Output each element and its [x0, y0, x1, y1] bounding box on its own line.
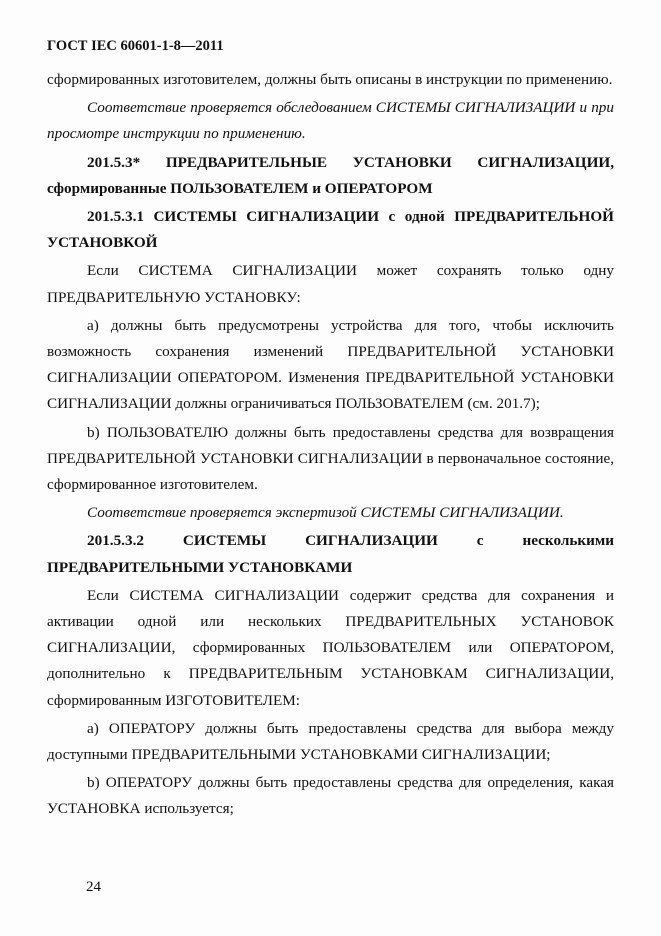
list-item-a: а) должны быть предусмотрены устройства для того, чтобы исключить возможность сохранения изменений ПРЕДВАРИТЕЛЬНОЙ УСТАНОВКИ СИГНАЛИЗАЦИИ ОПЕРАТОРОМ. Изменения ПРЕДВАРИТЕЛЬНОЙ УСТАНОВКИ СИГНАЛИЗАЦИИ должны ограничиваться ПОЛЬЗОВАТЕЛЕМ (см. 201.7); [47, 316, 614, 413]
compliance-note: Соответствие проверяется экспертизой СИСТЕМЫ СИГНАЛИЗАЦИИ. [87, 504, 564, 522]
standard-header: ГОСТ IEC 60601-1-8—2011 [47, 38, 224, 54]
document-body [47, 67, 614, 823]
paragraph-continuation: сформированных изготовителем, должны быть описаны в инструкции по применению. [47, 71, 613, 88]
list-item-b: b) ПОЛЬЗОВАТЕЛЮ должны быть предоставлены средства для возвращения ПРЕДВАРИТЕЛЬНОЙ УСТАНОВКИ СИГНАЛИЗАЦИИ в первоначальное состояние, сформированное изготовителем. [47, 423, 614, 494]
section-heading-201-5-3-2: 201.5.3.2 СИСТЕМЫ СИГНАЛИЗАЦИИ с несколькими ПРЕДВАРИТЕЛЬНЫМИ УСТАНОВКАМИ [47, 532, 614, 576]
section-heading-201-5-3-1: 201.5.3.1 СИСТЕМЫ СИГНАЛИЗАЦИИ с одной ПРЕДВАРИТЕЛЬНОЙ УСТАНОВКОЙ [47, 208, 614, 252]
list-item-a: а) ОПЕРАТОРУ должны быть предоставлены средства для выбора между доступными ПРЕДВАРИТЕЛЬНЫМИ УСТАНОВКАМИ СИГНАЛИЗАЦИИ; [47, 719, 614, 764]
compliance-note: Соответствие проверяется обследованием СИСТЕМЫ СИГНАЛИЗАЦИИ и при просмотре инструкции по применению. [47, 99, 614, 143]
paragraph: Если СИСТЕМА СИГНАЛИЗАЦИИ может сохранять только одну ПРЕДВАРИТЕЛЬНУЮ УСТАНОВКУ: [47, 262, 614, 306]
page-number: 24 [86, 879, 101, 895]
paragraph: Если СИСТЕМА СИГНАЛИЗАЦИИ содержит средства для сохранения и активации одной или нескольких ПРЕДВАРИТЕЛЬНЫХ УСТАНОВОК СИГНАЛИЗАЦИИ, сформированных ПОЛЬЗОВАТЕЛЕМ или ОПЕРАТОРОМ, дополнительно к ПРЕДВАРИТЕЛЬНЫМ УСТАНОВКАМ СИГНАЛИЗАЦИИ, сформированным ИЗГОТОВИТЕЛЕМ: [47, 586, 614, 709]
section-heading-201-5-3: 201.5.3* ПРЕДВАРИТЕЛЬНЫЕ УСТАНОВКИ СИГНАЛИЗАЦИИ, сформированные ПОЛЬЗОВАТЕЛЕМ и ОПЕРАТОРОМ [47, 153, 614, 197]
list-item-b: b) ОПЕРАТОРУ должны быть предоставлены средства для определения, какая УСТАНОВКА используется; [47, 774, 614, 818]
